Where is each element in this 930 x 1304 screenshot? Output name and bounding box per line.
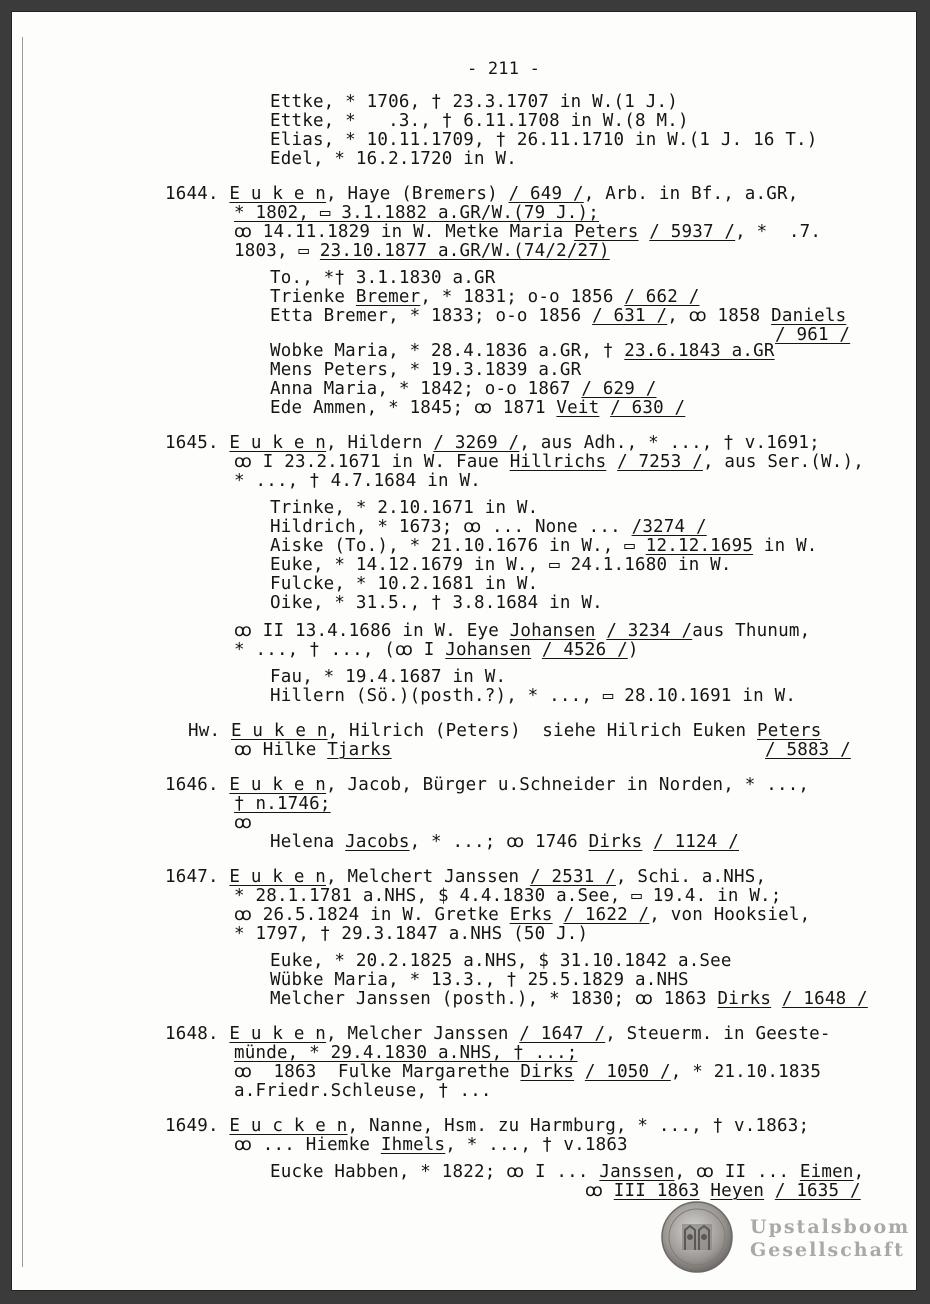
underlined-text: Eimen (799, 1162, 854, 1182)
text-segment: Hw. (188, 721, 231, 741)
underlined-text: Ihmels (380, 1135, 446, 1155)
underlined-text: / 649 / (508, 184, 584, 204)
text-line (270, 287, 699, 307)
underlined-text: / 1050 / (584, 1062, 671, 1082)
text-line (165, 433, 820, 453)
text-segment: Edel, * 16.2.1720 in W. (270, 149, 517, 169)
text-segment: , aus Ser.(W.), (702, 452, 864, 472)
underlined-text: Dirks (717, 989, 772, 1009)
text-segment: , Steuerm. in Geeste- (605, 1024, 831, 1044)
text-segment: 1644. (165, 184, 230, 204)
underlined-text: / 4526 / (541, 640, 628, 660)
text-line (165, 867, 766, 887)
text-segment: * ..., † ..., (ꝏ I (234, 640, 446, 660)
text-line (585, 1181, 861, 1201)
text-segment: in W. (753, 536, 818, 556)
text-segment: , * 21.10.1835 (670, 1062, 822, 1082)
text-segment (642, 832, 653, 852)
text-segment: ꝏ 26.5.1824 in W. Gretke (234, 905, 510, 925)
text-segment: 1803, ▭ (234, 241, 320, 261)
text-segment: Trinke, * 2.10.1671 in W. (270, 498, 539, 518)
text-segment: ꝏ II 13.4.1686 in W. Eye (234, 621, 510, 641)
text-line (270, 360, 581, 380)
text-segment: , * .7. (735, 222, 822, 242)
text-segment: Oike, * 31.5., † 3.8.1684 in W. (270, 593, 603, 613)
text-segment: Aiske (To.), * 21.10.1676 in W., ▭ (270, 536, 646, 556)
text-segment (606, 452, 617, 472)
text-segment: ꝏ 14.11.1829 in W. Metke Maria (234, 222, 575, 242)
text-segment (771, 989, 782, 1009)
logo-line-1: Upstalsboom (750, 1216, 911, 1238)
underlined-text: Janssen (599, 1162, 675, 1182)
text-line (234, 203, 599, 223)
text-line (234, 905, 810, 925)
underlined-text: / 630 / (610, 398, 686, 418)
text-segment: a.Friedr.Schleuse, † ... (234, 1081, 492, 1101)
text-line (270, 517, 707, 537)
text-line (234, 813, 252, 833)
text-line (270, 149, 517, 169)
text-line (270, 593, 603, 613)
text-line (270, 306, 846, 326)
underlined-text: E u k e n (229, 775, 327, 795)
logo-line-2: Gesellschaft (750, 1239, 905, 1261)
text-segment (574, 1062, 585, 1082)
text-line (234, 740, 392, 760)
text-line (188, 721, 821, 741)
underlined-text: / 5937 / (649, 222, 736, 242)
text-segment: ꝏ (585, 1181, 614, 1201)
text-line (270, 686, 796, 706)
text-line (234, 1081, 492, 1101)
text-segment: , von Hooksiel, (649, 905, 811, 925)
text-line (234, 241, 610, 261)
text-segment: , * ..., † v.1863 (445, 1135, 628, 1155)
text-line (270, 341, 775, 361)
text-line (165, 775, 809, 795)
text-segment: Anna Maria, * 1842; o-o 1867 (270, 379, 582, 399)
underlined-text: 23.6.1843 a.GR (624, 341, 775, 361)
underlined-text: / 2531 / (530, 867, 616, 887)
underlined-text: III 1863 (613, 1181, 700, 1201)
text-segment (639, 222, 650, 242)
text-line (270, 555, 732, 575)
text-segment: Euke, * 14.12.1679 in W., ▭ 24.1.1680 in W. (270, 555, 732, 575)
text-segment: , ꝏ II ... (674, 1162, 800, 1182)
underlined-text: / 662 / (624, 287, 700, 307)
text-segment: Wobke Maria, * 28.4.1836 a.GR, † (270, 341, 625, 361)
text-line (270, 111, 689, 131)
text-segment: , Melchert Janssen (326, 867, 531, 887)
text-line (234, 794, 331, 814)
text-segment: ꝏ I 23.2.1671 in W. Faue (234, 452, 510, 472)
text-segment: ꝏ ... Hiemke (234, 1135, 381, 1155)
text-segment: 1647. (165, 867, 230, 887)
text-segment: Helena (270, 832, 346, 852)
text-segment: Ettke, * .3., † 6.11.1708 in W.(8 M.) (270, 111, 689, 131)
text-line (234, 1062, 821, 1082)
text-line (165, 184, 798, 204)
underlined-text: Johansen (445, 640, 532, 660)
underlined-text: E u c k e n (229, 1116, 348, 1136)
underlined-text: / 5883 / (765, 740, 851, 760)
text-segment: , (853, 1162, 865, 1182)
underlined-text: Erks (509, 905, 553, 925)
text-segment: Hillern (Sö.)(posth.?), * ..., ▭ 28.10.1691 in W. (270, 686, 797, 706)
text-segment: ) (627, 640, 639, 660)
text-segment: * 1797, † 29.3.1847 a.NHS (50 J.) (234, 924, 589, 944)
underlined-text: / 1647 / (519, 1024, 606, 1044)
underlined-text: / 631 / (592, 306, 668, 326)
underlined-text: / 1622 / (563, 905, 650, 925)
text-line (234, 621, 810, 641)
text-segment: , Jacob, Bürger u.Schneider in Norden, * ..., (326, 775, 810, 795)
text-segment: , Melcher Janssen (326, 1024, 520, 1044)
underlined-text: Johansen (509, 621, 596, 641)
text-segment: , * ...; ꝏ 1746 (409, 832, 589, 852)
text-segment: Wübke Maria, * 13.3., † 25.5.1829 a.NHS (270, 970, 689, 990)
underlined-text: Daniels (771, 306, 847, 326)
text-segment: aus Thunum, (692, 621, 811, 641)
text-segment: * ..., † 4.7.1684 in W. (234, 471, 481, 491)
text-segment: , * 1831; o-o 1856 (420, 287, 625, 307)
text-line (270, 379, 657, 399)
text-segment: 1645. (165, 433, 230, 453)
underlined-text: / 1124 / (653, 832, 739, 852)
seal-logo-icon (660, 1200, 734, 1274)
text-segment: , Hilrich (Peters) siehe Hilrich Euken (327, 721, 758, 741)
underlined-text: Jacobs (345, 832, 410, 852)
underlined-text: /3274 / (631, 517, 707, 537)
underlined-text: E u k e n (229, 184, 327, 204)
page-number: - 211 - (467, 59, 541, 79)
text-segment: Fulcke, * 10.2.1681 in W. (270, 574, 539, 594)
underlined-text: Peters (574, 222, 639, 242)
text-segment (553, 905, 564, 925)
text-segment: 1648. (165, 1024, 230, 1044)
text-line (270, 498, 538, 518)
text-segment: , aus Adh., * ..., † v.1691; (519, 433, 820, 453)
text-segment: Melcher Janssen (posth.), * 1830; ꝏ 1863 (270, 989, 718, 1009)
text-segment (596, 621, 607, 641)
text-segment: Elias, * 10.11.1709, † 26.11.1710 in W.(1 J. 16 T.) (270, 130, 818, 150)
underlined-text: * 1802, ▭ 3.1.1882 a.GR/W.(79 J.); (234, 203, 600, 223)
text-segment: Mens Peters, * 19.3.1839 a.GR (270, 360, 582, 380)
text-line (270, 667, 506, 687)
text-line (270, 398, 685, 418)
text-line (234, 471, 481, 491)
text-segment (599, 398, 610, 418)
underlined-text: / 629 / (581, 379, 657, 399)
underlined-text: / 961 / (775, 325, 851, 345)
text-segment: , Nanne, Hsm. zu Harmburg, * ..., † v.1863; (347, 1116, 810, 1136)
underlined-text: / 1635 / (774, 1181, 861, 1201)
text-segment: ꝏ Hilke (234, 740, 328, 760)
document-page (12, 12, 916, 1290)
underlined-text: Peters (757, 721, 822, 741)
text-segment (764, 1181, 775, 1201)
underlined-text: Heyen (710, 1181, 765, 1201)
text-segment: , Hildern (326, 433, 434, 453)
text-segment: , ꝏ 1858 (667, 306, 772, 326)
underlined-text: † n.1746; (234, 794, 331, 814)
text-line (234, 640, 639, 660)
logo-wordmark (750, 1216, 910, 1262)
text-line (234, 924, 588, 944)
underlined-text: / 1648 / (781, 989, 868, 1009)
text-segment: Hildrich, * 1673; ꝏ ... None ... (270, 517, 632, 537)
underlined-text: Dirks (520, 1062, 575, 1082)
text-segment: To., *† 3.1.1830 a.GR (270, 268, 496, 288)
text-segment: , Haye (Bremers) (326, 184, 509, 204)
text-line (270, 1162, 864, 1182)
underlined-text: / 7253 / (617, 452, 703, 472)
text-line (270, 130, 818, 150)
text-line (234, 222, 821, 242)
text-line (234, 886, 782, 906)
underlined-text: E u k e n (229, 1024, 327, 1044)
underlined-text: Tjarks (327, 740, 392, 760)
underlined-text: Dirks (588, 832, 643, 852)
text-line (270, 989, 868, 1009)
underlined-text: 12.12.1695 (645, 536, 754, 556)
text-line (234, 1135, 628, 1155)
text-segment: * 28.1.1781 a.NHS, $ 4.4.1830 a.See, ▭ 19.4. in W.; (234, 886, 782, 906)
text-segment: 1646. (165, 775, 230, 795)
text-line (234, 1043, 578, 1063)
text-line (270, 268, 495, 288)
underlined-text: / 3269 / (433, 433, 520, 453)
text-line (270, 536, 818, 556)
text-segment: , Arb. in Bf., a.GR, (583, 184, 799, 204)
underlined-text: E u k e n (229, 867, 327, 887)
text-line (270, 574, 538, 594)
underlined-text: Veit (556, 398, 600, 418)
text-segment (531, 640, 542, 660)
text-line (165, 1024, 831, 1044)
text-segment: Ettke, * 1706, † 23.3.1707 in W.(1 J.) (270, 92, 678, 112)
text-line (270, 951, 732, 971)
text-line (270, 92, 678, 112)
underlined-text: / 3234 / (606, 621, 693, 641)
text-segment: ꝏ 1863 Fulke Margarethe (234, 1062, 521, 1082)
text-line (270, 832, 739, 852)
text-segment: , Schi. a.NHS, (615, 867, 767, 887)
text-segment: 1649. (165, 1116, 230, 1136)
text-line (234, 452, 864, 472)
text-segment: Ede Ammen, * 1845; ꝏ 1871 (270, 398, 557, 418)
text-segment: Trienke (270, 287, 356, 307)
text-segment (700, 1181, 711, 1201)
text-segment: Fau, * 19.4.1687 in W. (270, 667, 507, 687)
underlined-text: Hillrichs (509, 452, 607, 472)
scan-edge-line (22, 37, 23, 1267)
text-segment: Eucke Habben, * 1822; ꝏ I ... (270, 1162, 600, 1182)
text-segment: Euke, * 20.2.1825 a.NHS, $ 31.10.1842 a.See (270, 951, 732, 971)
text-segment: ꝏ (234, 813, 253, 833)
underlined-text: E u k e n (229, 433, 327, 453)
text-segment: Etta Bremer, * 1833; o-o 1856 (270, 306, 593, 326)
underlined-text: münde, * 29.4.1830 a.NHS, † ...; (234, 1043, 578, 1063)
text-line (765, 740, 851, 760)
underlined-text: 23.10.1877 a.GR/W.(74/2/27) (319, 241, 610, 261)
text-line (165, 1116, 809, 1136)
underlined-text: E u k e n (230, 721, 328, 741)
text-line (775, 325, 850, 345)
text-line (270, 970, 689, 990)
underlined-text: Bremer (355, 287, 421, 307)
